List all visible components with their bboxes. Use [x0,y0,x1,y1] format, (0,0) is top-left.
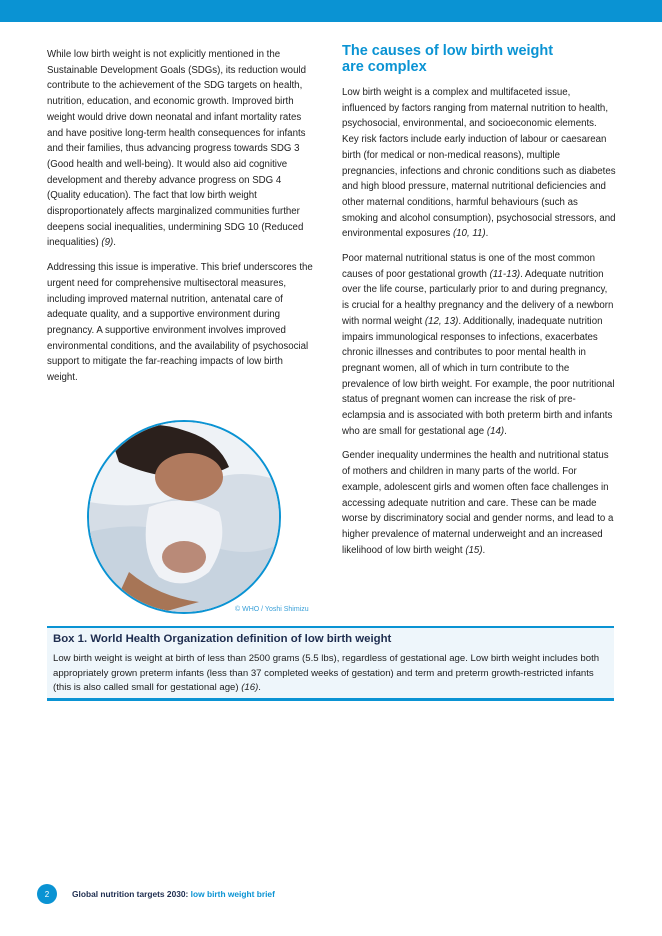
photo-credit: © WHO / Yoshi Shimizu [235,606,309,613]
definition-box [47,626,614,701]
citation: (16) [241,682,259,693]
causes-paragraph: Low birth weight is a complex and multifaceted issue, influenced by factors ranging from maternal nutrition to health, psychosocial, environmental, and socioeconomic elements. Key risk factors include early induction of labour or caesarean birth (for medical or non-medical reasons), multiple pregnancies, infections and chronic conditions such as diabetes and high blood pressure, maternal nutritional deficiencies and other maternal conditions, harmful behaviours (such as smoking and alcohol consumption), psychosocial stressors, and environmental exposures (10, 11). [342,87,616,240]
left-column [47,47,315,395]
citation: (12, 13) [424,315,459,327]
top-banner [0,0,662,22]
page-number: 2 [37,884,57,904]
right-column [342,43,616,567]
page-footer [37,883,275,905]
gender-paragraph: Gender inequality undermines the health and nutritional status of mothers and children in many parts of the world. For example, adolescent girls and women often face challenges in accessing adequate nutrition and care. These can be made worse by discriminatory social and gender norms, and lead to a higher prevalence of maternal underweight and an increased likelihood of low birth weight (15). [342,450,614,556]
box-body: Low birth weight is weight at birth of less than 2500 grams (5.5 lbs), regardless of gestational age. Low birth weight includes both appropriately grown preterm infants (less than 37 completed weeks of gestation) and term and preterm growth-restricted infants (this is also called small for gestational age) (16). [53,653,600,693]
box-title: Box 1. World Health Organization definition of low birth weight [53,633,392,645]
footer-title: Global nutrition targets 2030: low birth weight brief [72,889,275,899]
nutrition-paragraph: Poor maternal nutritional status is one of the most common causes of poor gestational growth (11-13). Adequate nutrition over the life course, particularly prior to and during pregnancy, is crucial for a healthy pregnancy and the delivery of a newborn with normal weight (12, 13). Additionally, inadequate nutrition impairs immunological responses to infections, exacerbates chronic illnesses and contributes to poor mental health in pregnant women, all of which in turn contribute to the prevalence of low birth weight. For example, the poor nutritional status of pregnant women can increase the risk of pre-eclampsia and is associated with both preterm birth and infants who are small for gestational age (14). [342,253,615,437]
citation: (10, 11) [452,228,486,240]
citation: (14) [486,425,505,437]
intro-paragraph: While low birth weight is not explicitly mentioned in the Sustainable Development Goals (SDGs), its reduction would contribute to the achievement of the SDG targets on health, nutrition, education, and economic growth. Improved birth weight would drive down neonatal and infant mortality rates and have positive long-term health consequences for infants and their families, thus advancing progress towards SDG 3 (Good health and well-being). It would also aid cognitive development and thereby advance progress on SDG 4 (Quality education). The fact that low birth weight disproportionately affects marginalized communities further deepens social inequalities, undermining SDG 10 (Reduced inequalities) (9). [47,49,306,249]
citation: (11-13) [489,268,521,280]
imperative-paragraph: Addressing this issue is imperative. This brief underscores the urgent need for comprehensive multisectoral measures, including improved maternal nutrition, antenatal care of adequate quality, and a supportive environment during pregnancy. A supportive environment involves improved environmental conditions, and the availability of psychosocial support to mitigate the far-reaching impacts of low birth weight. [47,262,313,384]
citation: (15) [465,544,483,556]
mother-newborn-photo [87,420,281,614]
section-heading: The causes of low birth weight are complex [342,43,554,75]
citation: (9) [101,237,114,249]
